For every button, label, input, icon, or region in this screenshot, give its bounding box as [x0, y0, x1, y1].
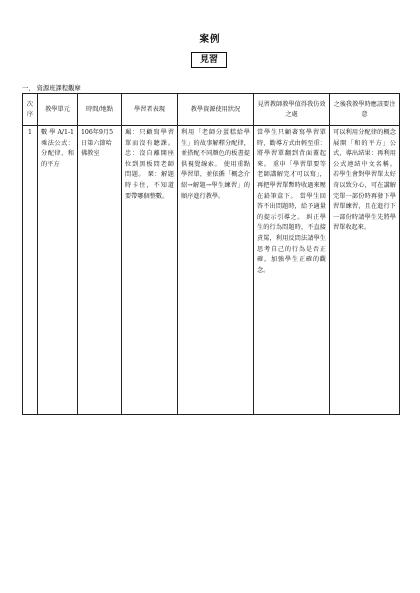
header-learner: 學習者表現	[122, 94, 178, 126]
section-heading: 一、 資源班課程觀摩	[22, 85, 81, 92]
header-order: 次序	[23, 94, 38, 126]
header-resources: 教學資源使用狀況	[178, 94, 254, 126]
header-unit: 教學單元	[38, 94, 78, 126]
cell-unit: 數學A/1-1乘法公式：分配律、和的平方	[38, 126, 78, 415]
table-row	[23, 126, 400, 415]
cell-learner: 珮：只顧寫學習單而沒有聽課。 忠：沒自離開座位到黑板問老師問題。 琹：解題時卡住，不知道要帶哪個整數。	[122, 126, 178, 415]
doc-title: 案例	[199, 34, 221, 45]
header-emulate: 見習教師教學值得我仿效之處	[254, 94, 330, 126]
cell-attention: 可以利用分配律的概念展開「和的平方」公式，導出結果：再利用公式連結中文名稱。 若學生會對學習單太好奇以致分心，可在講解完單一部份時再發下學習單練習，且在進行下一部份時請學生先將學習單收起來。	[330, 126, 400, 415]
cell-time-place: 106年9月5日第六節哈佛教室	[78, 126, 122, 415]
cell-emulate: 當學生只顧著寫學習單時，勸導方式由輕至重：將學習單翻到背面蓋起來。 重申「學習單要等老師講解完才可以寫」，再把學習單暫時收過來壓在鉛筆盒下。 當學生回答不出問題時，給予適量的提示引導之。 糾正學生的行為問題時，不直接責罵，利用反問法請學生思考自己的行為是否正確，加強學生正確的觀念。	[254, 126, 330, 415]
cell-order: 1	[23, 126, 38, 415]
header-attention: 之後我教學時應該要注意	[330, 94, 400, 126]
header-time-place: 時間/地點	[78, 94, 122, 126]
doc-subtitle: 見習	[191, 52, 227, 68]
cell-resources: 利用「老師分蛋糕給學生」的故事解釋分配律，並搭配不同顏色的板書提供視覺線索。 使用重點學習單，並依循「概念介紹→解題→學生練習」的順序進行教學。	[178, 126, 254, 415]
observation-table	[22, 93, 400, 415]
table-header-row	[23, 94, 400, 126]
